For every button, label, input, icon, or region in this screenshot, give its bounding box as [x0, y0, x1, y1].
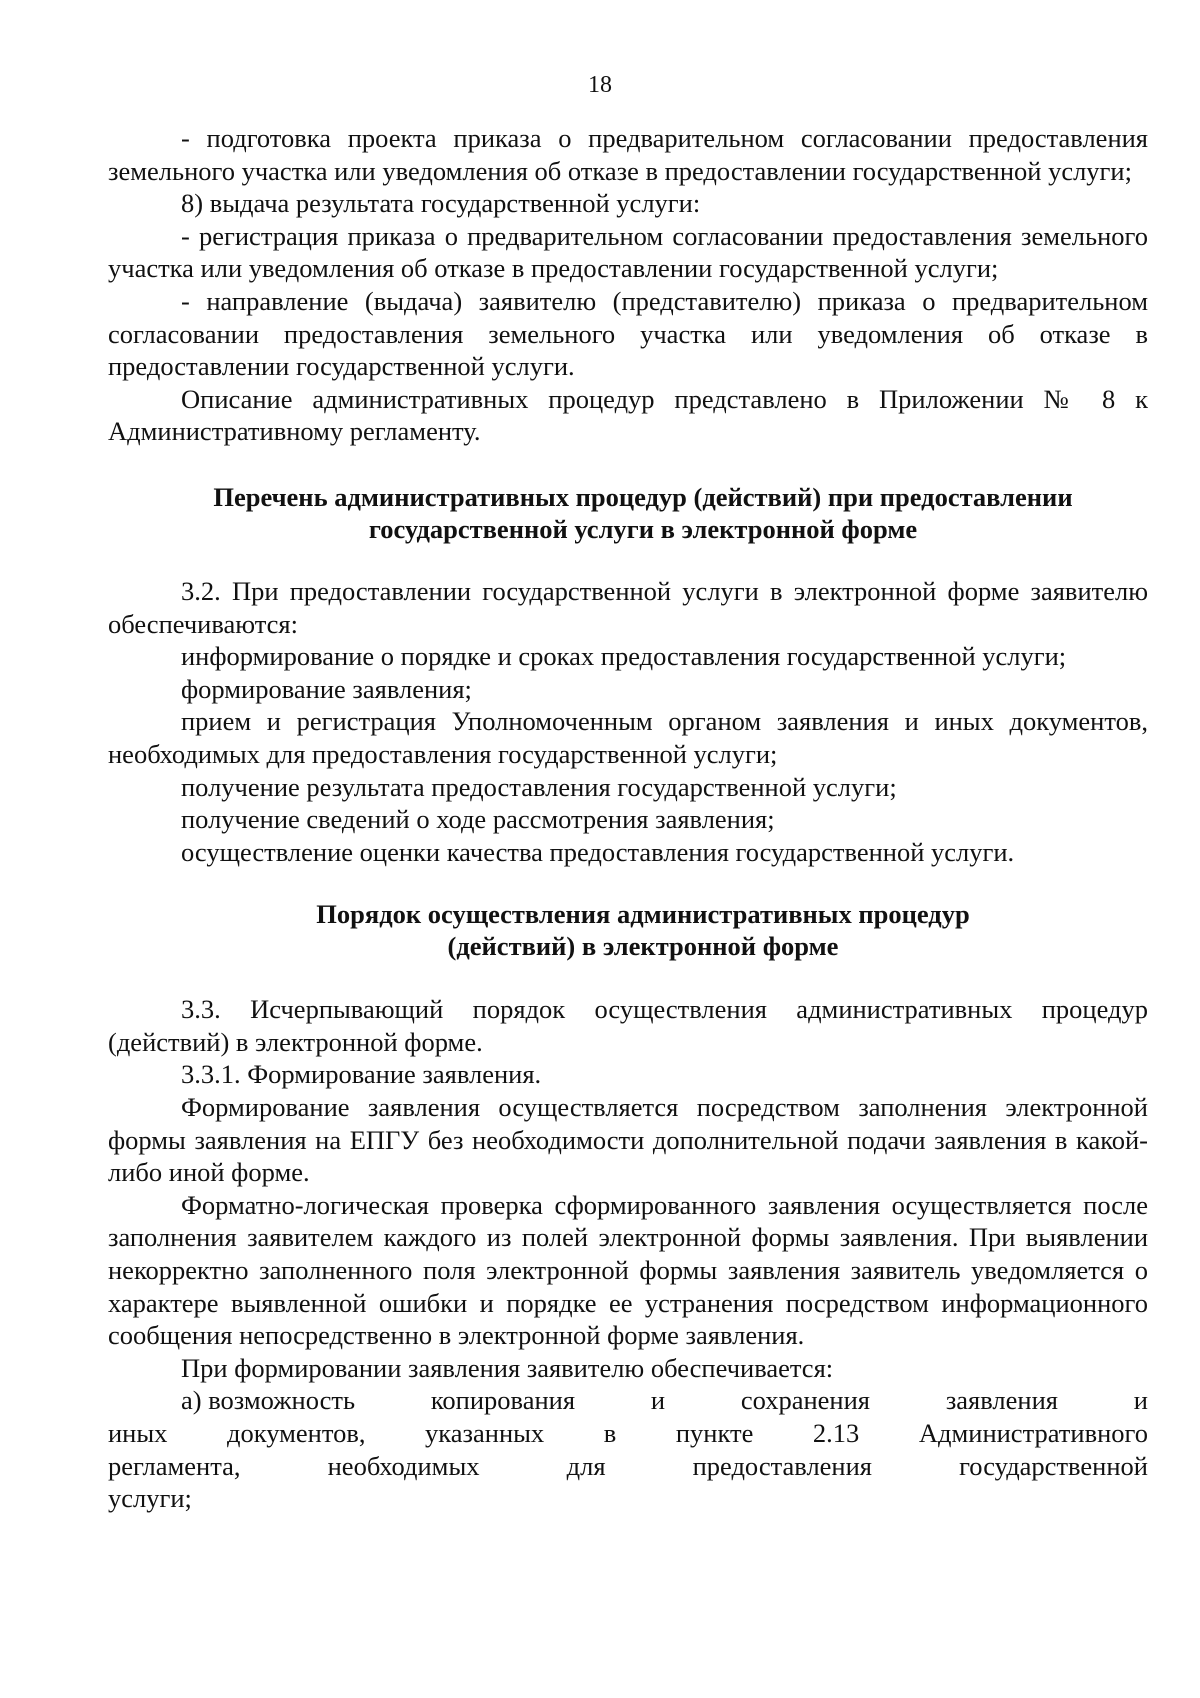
- list-item: прием и регистрация Уполномоченным органом заявления и иных документов, необходимых для предоставления государственной услуги;: [108, 706, 1148, 769]
- section-heading-1: [108, 481, 1148, 545]
- word: документов,: [227, 1418, 366, 1448]
- paragraph: 3.3.1. Формирование заявления.: [181, 1059, 542, 1090]
- word: государственной: [959, 1450, 1148, 1481]
- paragraph: При формировании заявления заявителю обеспечивается:: [181, 1352, 834, 1383]
- word: предоставления: [692, 1450, 872, 1481]
- word: необходимых: [327, 1450, 480, 1481]
- paragraph: - подготовка проекта приказа о предварительном согласовании предоставления земельного участка или уведомления об отказе в предоставлении государственной услуги;: [108, 123, 1148, 186]
- list-item: осуществление оценки качества предоставления государственной услуги.: [181, 836, 1015, 867]
- item-a: [108, 1384, 1148, 1514]
- word: пункте: [675, 1418, 754, 1448]
- word: иных: [108, 1418, 168, 1448]
- word: и: [1133, 1385, 1148, 1416]
- item-a-line: [108, 1384, 1148, 1417]
- section-heading-2: [108, 898, 1148, 962]
- word: в: [603, 1418, 617, 1448]
- heading-line: государственной услуги в электронной форме: [368, 513, 918, 544]
- word: заявления: [945, 1385, 1058, 1416]
- paragraph: Форматно-логическая проверка сформированного заявления осуществляется после заполнения заявителем каждого из полей электронной формы заявления. При выявлении некорректно заполненного поля электронной формы заявления заявитель уведомляется о характере выявленной ошибки и порядке ее устранения посредством информационного сообщения непосредственно в электронной форме заявления.: [108, 1189, 1148, 1351]
- word: регламента,: [108, 1450, 241, 1481]
- word: указанных: [425, 1418, 545, 1448]
- list-item: получение сведений о ходе рассмотрения заявления;: [181, 804, 775, 835]
- word: а) возможность: [181, 1385, 356, 1416]
- paragraph: Описание административных процедур представлено в Приложении № 8 к Административному регламенту.: [108, 383, 1148, 447]
- paragraph: 3.2. При предоставлении государственной услуги в электронной форме заявителю обеспечиваются:: [108, 575, 1148, 639]
- paragraph: Формирование заявления осуществляется посредством заполнения электронной формы заявления на ЕПГУ без необходимости дополнительной подачи заявления в какой-либо иной форме.: [108, 1092, 1148, 1188]
- paragraph: - направление (выдача) заявителю (представителю) приказа о предварительном согласовании предоставления земельного участка или уведомления об отказе в предоставлении государственной услуги.: [108, 285, 1148, 382]
- list-item: формирование заявления;: [181, 673, 472, 704]
- document-body: [108, 122, 1148, 1515]
- word: и: [650, 1385, 666, 1416]
- word: сохранения: [740, 1385, 870, 1416]
- list-item: получение результата предоставления государственной услуги;: [181, 771, 897, 802]
- paragraph: - регистрация приказа о предварительном согласовании предоставления земельного участка или уведомления об отказе в предоставлении государственной услуги;: [108, 220, 1148, 284]
- heading-line: Порядок осуществления административных процедур: [316, 899, 970, 930]
- paragraph: 8) выдача результата государственной услуги:: [181, 188, 701, 219]
- word: для: [566, 1450, 606, 1481]
- item-a-line: [108, 1417, 1148, 1450]
- heading-line: (действий) в электронной форме: [447, 931, 839, 962]
- word: Административного: [918, 1418, 1148, 1448]
- word: 2.13: [812, 1418, 860, 1448]
- heading-line: Перечень административных процедур (действий) при предоставлении: [213, 481, 1073, 512]
- paragraph: 3.3. Исчерпывающий порядок осуществления административных процедур (действий) в электронной форме.: [108, 994, 1148, 1057]
- word: копирования: [430, 1385, 576, 1416]
- list-item: информирование о порядке и сроках предоставления государственной услуги;: [181, 641, 1067, 672]
- item-a-line: услуги;: [108, 1483, 192, 1514]
- page-number: 18: [588, 72, 612, 98]
- item-a-line: [108, 1450, 1148, 1483]
